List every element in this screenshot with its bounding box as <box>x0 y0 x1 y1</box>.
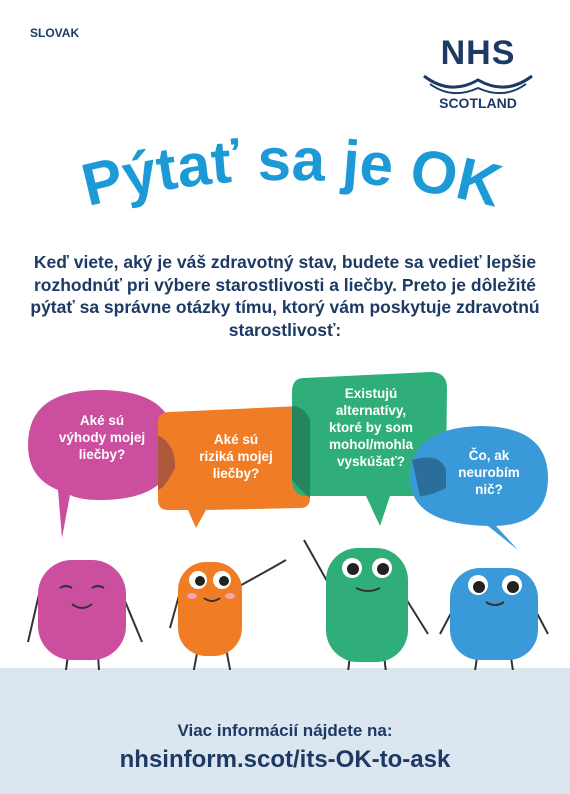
title-text: Pýtať sa je OK <box>75 125 509 220</box>
intro-paragraph: Keď viete, aký je váš zdravotný stav, budete sa vedieť lepšie rozhodnúť pri výbere starostlivosti a liečby. Preto je dôležité pýtať sa správne otázky tímu, ktorý vám poskytuje zdravotnú starostlivosť: <box>30 252 540 340</box>
logo-scotland: SCOTLAND <box>439 95 517 111</box>
character-green <box>304 540 428 670</box>
characters <box>0 530 570 670</box>
language-label: SLOVAK <box>30 26 80 40</box>
nhs-scotland-logo <box>420 34 540 114</box>
question-risks: Aké sú riziká mojej liečby? <box>199 432 273 481</box>
question-benefits: Aké sú výhody mojej liečby? <box>58 413 146 462</box>
logo-nhs: NHS <box>440 34 516 72</box>
info-url[interactable]: nhsinform.scot/its-OK-to-ask <box>119 746 451 773</box>
question-do-nothing: Čo, ak neurobím nič? <box>458 448 520 497</box>
character-pink <box>28 560 142 670</box>
more-info-label: Viac informácií nájdete na: <box>177 721 393 740</box>
svg-text:Pýtať sa je OK <box>75 126 508 220</box>
character-blue <box>440 568 548 670</box>
main-title <box>0 115 570 240</box>
character-orange <box>170 560 286 670</box>
question-alternatives: Existujú alternatívy, ktoré by som mohol/mohla vyskúšať? <box>328 386 414 469</box>
